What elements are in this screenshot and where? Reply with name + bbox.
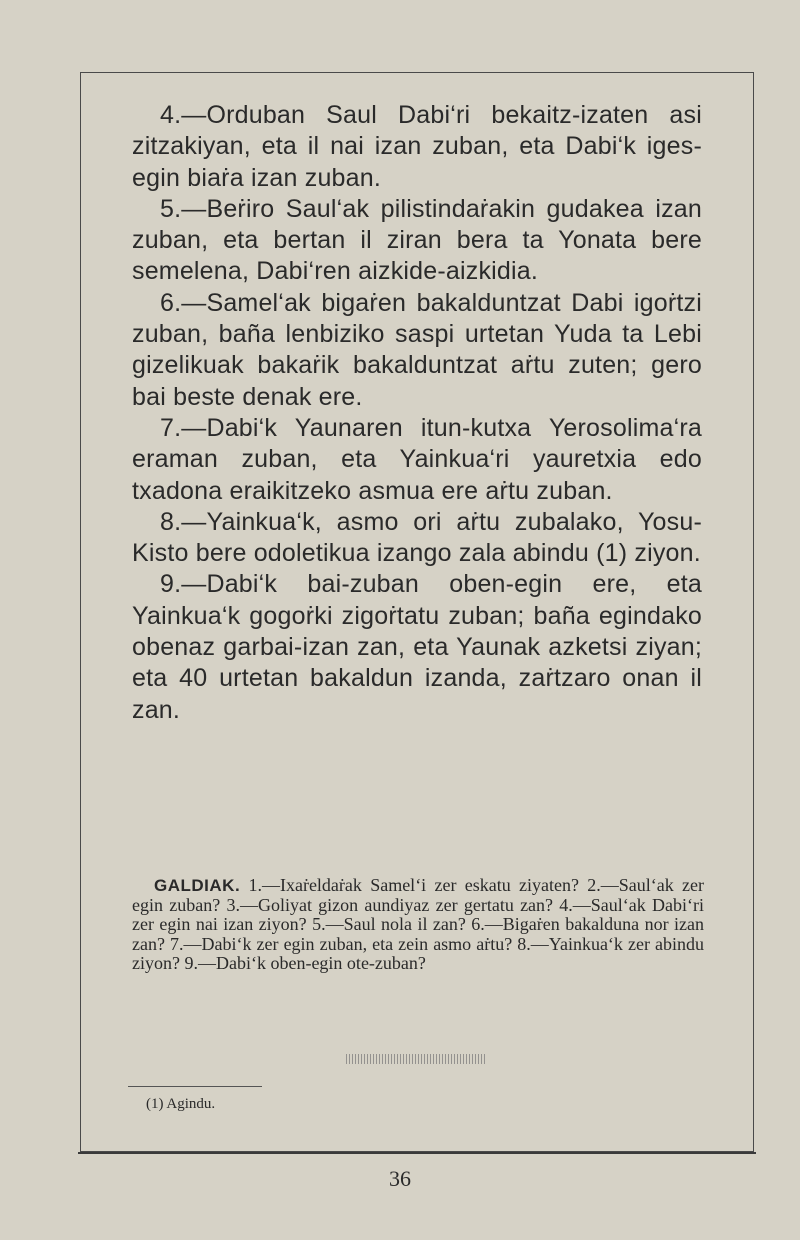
paragraph-4: 4.—Orduban Saul Dabi‘ri bekaitz-izaten asi zitzakiyan, eta il nai izan zuban, eta Dabi‘k iges-egin biaṙa izan zuban. <box>132 101 702 192</box>
questions-section <box>132 876 704 974</box>
main-text <box>132 100 702 726</box>
paragraph-6: 6.—Samel‘ak bigaṙen bakalduntzat Dabi igoṙtzi zuban, baña lenbiziko saspi urtetan Yuda ta Lebi gizelikuak bakaṙik bakalduntzat aṙtu zuten; gero bai beste denak ere. <box>132 288 702 411</box>
page-number: 36 <box>389 1166 411 1191</box>
questions-title: GALDIAK. <box>154 876 241 895</box>
paragraph-9: 9.—Dabi‘k bai-zuban oben-egin ere, eta Yainkua‘k gogoṙki zigoṙtatu zuban; baña egindako obenaz garbai-izan zan, eta Yaunak azketsi ziyan; eta 40 urtetan bakaldun izanda, zaṙtzaro onan il zan. <box>132 570 702 724</box>
questions-text: 1.—Ixaṙeldaṙak Samel‘i zer eskatu ziyaten? 2.—Saul‘ak zer egin zuban? 3.—Goliyat gizon aundiyaz zer gertatu zan? 4.—Saul‘ak Dabi‘ri zer egin nai izan ziyon? 5.—Saul nola il zan? 6.—Bigaṙen bakalduna nor izan zan? 7.—Dabi‘k zer egin zuban, eta zein asmo aṙtu? 8.—Yainkua‘k zer abindu ziyon? 9.—Dabi‘k oben-egin ote-zuban? <box>132 875 704 974</box>
paragraph-7: 7.—Dabi‘k Yaunaren itun-kutxa Yerosolima‘ra eraman zuban, eta Yainkua‘ri yauretxia edo txadona eraikitzeko asmua ere aṙtu zuban. <box>132 413 702 505</box>
ornament-divider <box>346 1054 486 1064</box>
paragraph-5: 5.—Beṙiro Saul‘ak pilistindaṙakin gudakea izan zuban, eta bertan il ziran bera ta Yonata bere semelena, Dabi‘ren aizkide-aizkidia. <box>132 194 702 286</box>
paragraph-8: 8.—Yainkua‘k, asmo ori aṙtu zubalako, Yosu-Kisto bere odoletikua izango zala abindu (1) ziyon. <box>132 507 702 568</box>
bottom-rule <box>78 1152 756 1154</box>
footnote: (1) Agindu. <box>146 1096 216 1112</box>
footnote-rule <box>128 1086 262 1087</box>
